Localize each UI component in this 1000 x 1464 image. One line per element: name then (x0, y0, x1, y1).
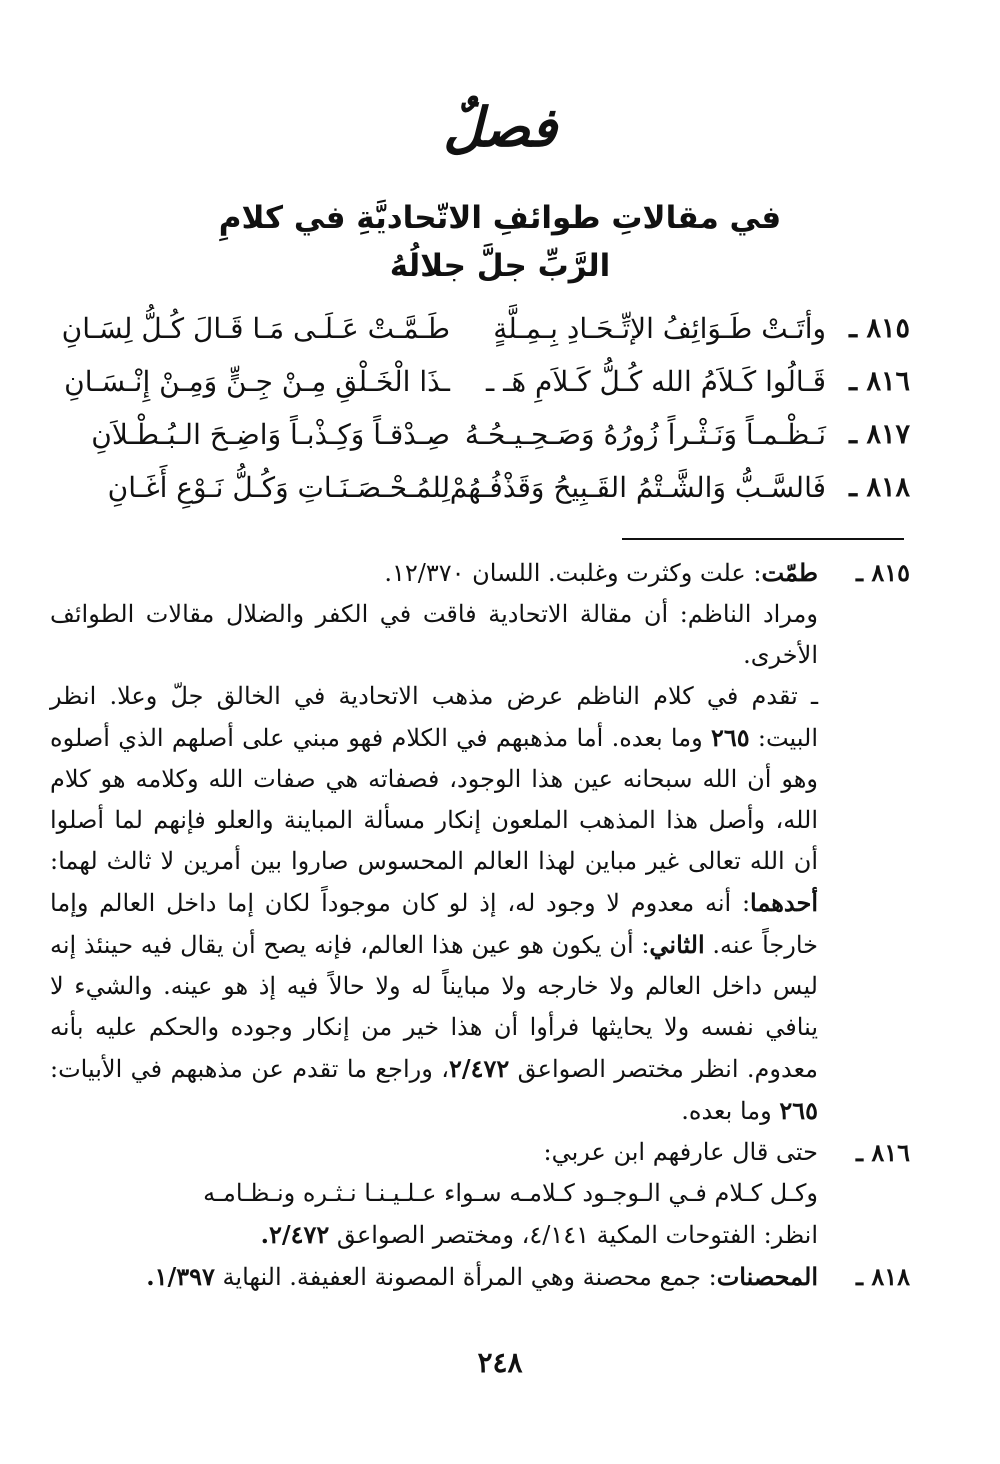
verse-second-hemistich: طَـمَّـتْ عَـلَـى مَـا قَـالَ كُـلُّ لِسَـانِ (61, 312, 450, 345)
footnotes (50, 552, 910, 1298)
verse-second-hemistich: ـذَا الْخَـلْقِ مِـنْ جِـنٍّ وَمِـنْ إِنْـسَـانِ (64, 365, 450, 398)
footnote-paragraph (50, 1214, 818, 1256)
footnote-816 (50, 1132, 910, 1173)
section-marker: فصلٌ (443, 95, 557, 159)
source-reference: ٢/٤٧٢ (448, 1054, 510, 1083)
bold-term: الثاني (649, 930, 705, 959)
bold-term: أحدهما (750, 888, 818, 917)
verse-818 (50, 461, 910, 514)
chapter-title-line-2: الرَّبِّ جلَّ جلالُهُ (389, 248, 611, 284)
text-run: : أن يكون هو عين هذا العالم، فإنه يصح أن يقال فيه حينئذ إنه ليس داخل العالم ولا خارجه ولا مبايناً له ولا حالاً فيه إذ هو عينه. والشيء لا ينافي نفسه ولا يحايثها فرأوا أن هذا خير من إنكار وجوده والحكم عليه بأنه معدوم. انظر مختصر الصواعق (50, 931, 818, 1083)
verse-817 (50, 408, 910, 461)
verse-816 (50, 355, 910, 408)
verse-815 (50, 302, 910, 355)
footnote-definition: : جمع محصنة وهي المرأة المصونة العفيفة. النهاية (214, 1263, 717, 1291)
verse-number: ٨١٥ ـ (849, 313, 910, 344)
footnote-term: طمّت (761, 558, 818, 587)
poem-verses (50, 302, 910, 514)
text-run: ـ تقدم في كلام الناظم عرض مذهب الاتحادية في الخالق جلّ وعلا. انظر البيت: (50, 682, 818, 752)
footnote-number: ٨١٦ ـ (855, 1138, 910, 1167)
footnote-818 (50, 1256, 910, 1298)
footnote-number: ٨١٨ ـ (855, 1262, 910, 1291)
quoted-verse: وكـل كـلام فـي الـوجـود كـلامـه سـواء عـلـيـنـا نـثـره ونـظـامـه (203, 1179, 818, 1207)
source-reference: ٢/٤٧٢. (260, 1220, 330, 1249)
verse-number: ٨١٧ ـ (849, 419, 910, 450)
verse-reference: ٢٦٥ (779, 1096, 818, 1125)
text-run: وما بعده. (681, 1097, 780, 1125)
verse-first-hemistich: فَالسَّـبُّ وَالشَّـتْمُ القَـبِيحُ وَقَذْفُـهُمْ (449, 471, 826, 504)
chapter-title-line-1: في مقالاتِ طوائفِ الاتّحاديَّةِ في كلامِ (218, 200, 782, 236)
footnote-text (50, 552, 818, 594)
verse-first-hemistich: وأتَـتْ طَـوَائِفُ الإتِّـحَـادِ بِـمِـلَّةٍ (493, 312, 826, 345)
footnote-text: حتى قال عارفهم ابن عربي: (543, 1138, 818, 1166)
verse-number: ٨١٨ ـ (849, 472, 910, 503)
footnote-815 (50, 552, 910, 594)
footnote-separator (622, 538, 904, 540)
page-number: ٢٤٨ (477, 1346, 523, 1379)
footnote-number: ٨١٥ ـ (855, 558, 910, 587)
text-run: ، وراجع ما تقدم عن مذهبهم في الأبيات: (50, 1055, 449, 1083)
verse-first-hemistich: قَـالُوا كَـلاَمُ الله كُـلُّ كَـلاَمِ هَـ ـ (486, 365, 826, 398)
footnote-text (50, 1256, 818, 1298)
verse-second-hemistich: لِلمُـحْـصَـنَـاتِ وَكُـلُّ نَـوْعِ أَغَـانِ (107, 471, 450, 504)
verse-first-hemistich: نَـظْـمـاً وَنَـثْـراً زُورُهُ وَصَـحِـيـحُـهُ (464, 418, 826, 451)
footnote-paragraph: ومراد الناظم: أن مقالة الاتحادية فاقت في الكفر والضلال مقالات الطوائف الأخرى. (50, 600, 818, 669)
source-reference: ١/٣٩٧. (146, 1262, 215, 1291)
text-run: انظر: الفتوحات المكية ٤/١٤١، ومختصر الصواعق (329, 1221, 818, 1249)
footnote-paragraph (50, 676, 818, 1132)
text-run: وما بعده. أما مذهبهم في الكلام فهو مبني على أصلهم الذي أصلوه وهو أن الله سبحانه عين هذا الوجود، فصفاته هي صفات الله وكلامه هو كلام الله، وأصل هذا المذهب الملعون إنكار مسألة المباينة والعلو فإنهم لما أصلوا أن الله تعالى غير مباين لهذا العالم المحسوس صاروا بين أمرين لا ثالث لهما: (50, 724, 818, 875)
verse-reference: ٢٦٥ (710, 723, 750, 752)
text-run: : أنه معدوم لا وجود له، إذ لو كان موجوداً لكان إما داخل العالم وإما خارجاً عنه. (50, 889, 819, 959)
footnote-definition: : علت وكثرت وغلبت. اللسان ١٢/٣٧٠. (384, 559, 762, 587)
verse-second-hemistich: صِـدْقـاً وَكِـذْبـاً وَاضِـحَ الـبُـطْـلاَنِ (91, 418, 450, 451)
footnote-term: المحصنات (716, 1262, 818, 1291)
verse-number: ٨١٦ ـ (849, 366, 910, 397)
